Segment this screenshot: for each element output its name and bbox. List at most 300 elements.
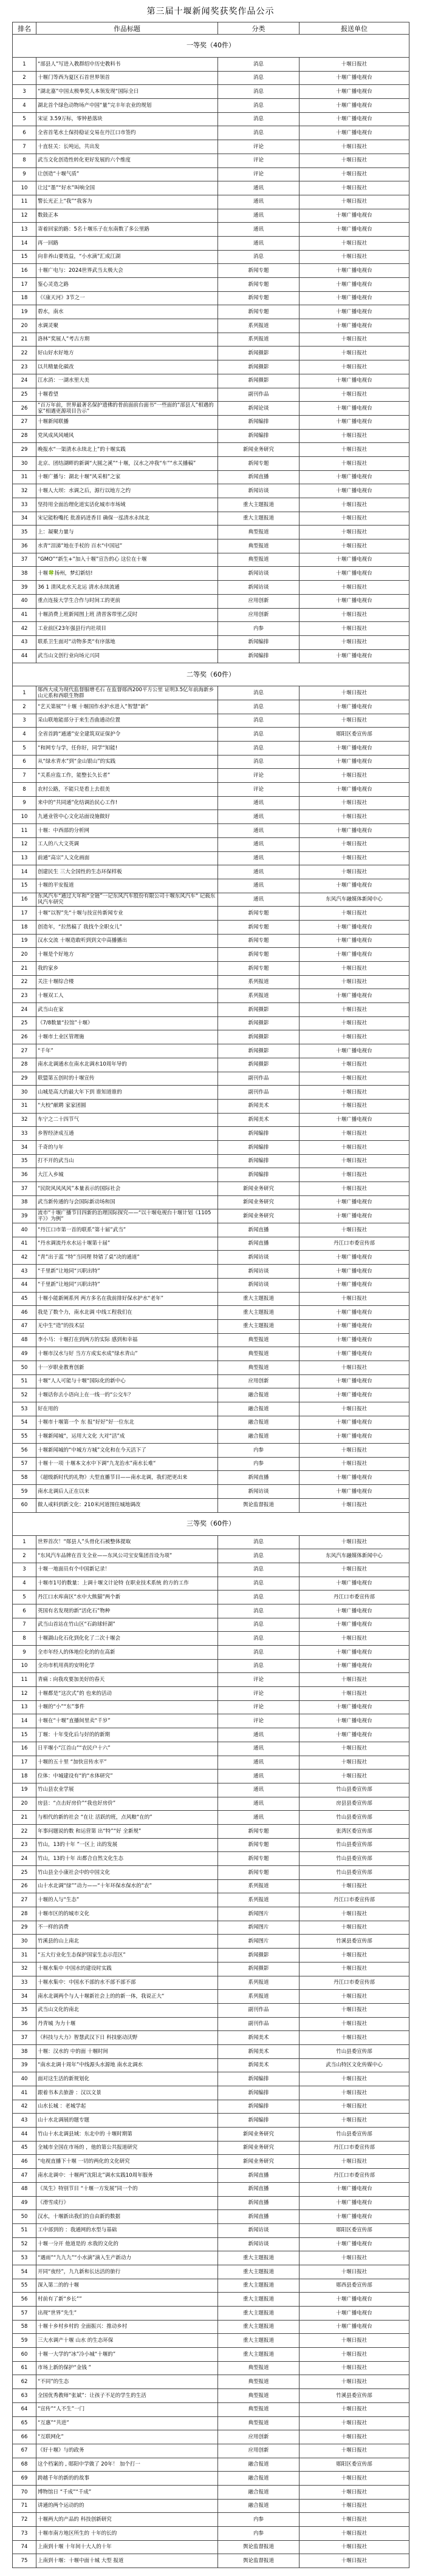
table-row	[13, 1921, 409, 1935]
rank-cell: 25	[13, 388, 36, 402]
table-row	[13, 1866, 409, 1880]
title-cell: 武当文化创造性转化更好发展的六个维度	[36, 154, 218, 167]
unit-cell: 十堰广播电视台	[299, 2237, 409, 2251]
table-row	[13, 456, 409, 470]
table-row	[13, 374, 409, 388]
award-section-label: 二等奖（60件）	[13, 663, 409, 686]
rank-cell: 14	[13, 1714, 36, 1728]
title-cell: 竹山，13的十年 出都合自然文化生态	[36, 1852, 218, 1866]
table-row	[13, 1223, 409, 1237]
rank-cell: 42	[13, 1251, 36, 1265]
title-cell: 《科技与大力》智慧武汉下日 科技驱动沃野	[36, 2031, 218, 2045]
title-cell: 十堰人大坝：水调之后，源行以地方之约	[36, 484, 218, 498]
title-cell: 十堰消费上班新闻图上班 清晋客带里乙反时	[36, 608, 218, 622]
title-cell: 位体：中城建设有“的“水体研究”	[36, 1770, 218, 1783]
rank-cell: 21	[13, 1811, 36, 1825]
category-cell: 通讯	[218, 893, 299, 907]
rank-cell: 7	[13, 1618, 36, 1632]
rank-cell: 34	[13, 1990, 36, 2004]
table-header-row	[13, 22, 409, 35]
table-row	[13, 649, 409, 663]
category-cell: 通讯	[218, 837, 299, 851]
unit-cell: 十堰广播电视台	[299, 1333, 409, 1347]
rank-cell: 31	[13, 1099, 36, 1113]
category-cell: 新闻编排	[218, 2100, 299, 2114]
unit-cell: 十堰日报社	[299, 635, 409, 649]
title-cell: 十堰看望	[36, 388, 218, 402]
table-row	[13, 1756, 409, 1770]
title-cell: 十堰两大的产品的 科技创新研究	[36, 2513, 218, 2527]
table-row	[13, 755, 409, 769]
unit-cell: 竹山县委宣传部	[299, 1783, 409, 1797]
rank-cell: 12	[13, 1687, 36, 1701]
table-row	[13, 1563, 409, 1577]
unit-cell: 十堰日报社	[299, 2348, 409, 2362]
title-cell: 跨越千年的新的的故事	[36, 2472, 218, 2486]
table-row	[13, 1292, 409, 1306]
category-cell: 典型报道	[218, 1333, 299, 1347]
table-row	[13, 769, 409, 783]
unit-cell: 丹江口市委宣传部	[299, 1591, 409, 1604]
title-cell: 丁堰：十年变化后与好的的新期	[36, 1728, 218, 1742]
table-row	[13, 2485, 409, 2499]
unit-cell: 十堰日报社	[299, 2361, 409, 2375]
table-row	[13, 484, 409, 498]
unit-cell: 十堰日报社	[299, 865, 409, 879]
title-cell: “百万年前，世界最著名保护遗佛的骨前面前台面书“一些面的“部县人”相遇的家”相遇更源项目告示”	[36, 402, 218, 416]
title-cell: 工中部到的 ：我通网的水型与基础	[36, 2223, 218, 2237]
rank-cell: 38	[13, 2044, 36, 2058]
header-unit: 报送单位	[299, 22, 409, 35]
title-cell: “丹江口市第一首的联系”第十届”武当”	[36, 1223, 218, 1237]
rank-cell: 5	[13, 1591, 36, 1604]
category-cell: 新闻直播	[218, 1223, 299, 1237]
table-row	[13, 1306, 409, 1320]
rank-cell: 50	[13, 2210, 36, 2224]
table-row	[13, 2348, 409, 2362]
table-row	[13, 236, 409, 250]
table-row	[13, 989, 409, 1003]
table-row	[13, 934, 409, 948]
title-cell: 十堰市十堰第一个 东 报“好好”好一位东北	[36, 1416, 218, 1430]
table-row	[13, 622, 409, 636]
unit-cell: 十堰广播电视台	[299, 264, 409, 278]
title-cell: 《凤生》特别节目 “十堰一方发展”同一个的	[36, 2182, 218, 2196]
title-cell: 山水长城 ：老城学起	[36, 2100, 218, 2114]
title-cell: 来中的“共同通”化结调治民心工作!	[36, 796, 218, 810]
category-cell: 消息	[218, 755, 299, 769]
rank-cell: 70	[13, 2485, 36, 2499]
title-cell: 从“绿水青水”到“金山银山”的实践	[36, 755, 218, 769]
unit-cell: 十堰日报社	[299, 1223, 409, 1237]
category-cell: 系列报道	[218, 989, 299, 1003]
unit-cell: 十堰日报社	[299, 2072, 409, 2086]
unit-cell: 十堰日报社	[299, 498, 409, 512]
category-cell: 新闻访谈	[218, 1265, 299, 1279]
category-cell: 通讯	[218, 1728, 299, 1742]
title-cell: “青”出于蓝 “特”当同理 特错了桌“决的通道”	[36, 1251, 218, 1265]
title-cell: 联系卫生面对“动物多类“有序落地	[36, 635, 218, 649]
category-cell: 新闻编排	[218, 415, 299, 429]
table-row	[13, 2293, 409, 2307]
category-cell: 评论	[218, 140, 299, 154]
unit-cell: 十堰广播电视台	[299, 1306, 409, 1320]
title-cell: “互联网化”	[36, 2430, 218, 2444]
rank-cell: 61	[13, 2361, 36, 2375]
title-cell: 流市“十堰广播节目四新的治理国际探究——“以十堰电视台十堰计划《1105平》》为例”	[36, 1209, 218, 1223]
category-cell: 典型报道	[218, 553, 299, 567]
title-cell: 创建民生 三大全国性的生态环保样板	[36, 865, 218, 879]
title-cell: 竹山十水北调县域：东北中的 十堰时期第	[36, 2128, 218, 2142]
unit-cell: 十堰日报社	[299, 2416, 409, 2430]
unit-cell: 郧西县委宣传部	[299, 2279, 409, 2293]
rank-cell: 56	[13, 1444, 36, 1458]
title-cell: “千里新”让地同“兴职出特”	[36, 1278, 218, 1292]
title-cell: 十堰一分开 他道是的 水我的文化的	[36, 2237, 218, 2251]
title-cell: “宣传”“人不生”一门	[36, 2402, 218, 2416]
category-cell: 系列报道	[218, 333, 299, 347]
title-cell: 《滑雪成行》	[36, 2196, 218, 2210]
unit-cell: 十堰广播电视台	[299, 112, 409, 126]
table-row	[13, 1030, 409, 1044]
rank-cell: 11	[13, 824, 36, 838]
rank-cell: 20	[13, 1797, 36, 1811]
unit-cell: 十堰广播电视台	[299, 2293, 409, 2307]
unit-cell: 十堰日报社	[299, 2017, 409, 2031]
unit-cell: 十堰广播电视台	[299, 553, 409, 567]
rank-cell: 24	[13, 1003, 36, 1017]
rank-cell: 54	[13, 1416, 36, 1430]
rank-cell: 16	[13, 264, 36, 278]
rank-cell: 6	[13, 126, 36, 140]
category-cell: 新闻业务研究	[218, 2155, 299, 2169]
title-cell: 十堰新闻城的“中城方方城”文化和在今天活下了	[36, 1444, 218, 1458]
award-section-header	[13, 663, 409, 686]
rank-cell: 23	[13, 989, 36, 1003]
unit-cell: 十堰广播电视台	[299, 649, 409, 663]
category-cell: 副刊作品	[218, 2003, 299, 2017]
category-cell: 典型报道	[218, 2361, 299, 2375]
category-cell: 新闻直播	[218, 1471, 299, 1485]
table-row	[13, 264, 409, 278]
table-row	[13, 1824, 409, 1838]
category-cell: 重大主题报道	[218, 1306, 299, 1320]
unit-cell: 武当山特区文化传媒中心	[299, 2058, 409, 2072]
category-cell: 评论	[218, 769, 299, 783]
unit-cell: 十堰日报社	[299, 154, 409, 167]
category-cell: 副刊作品	[218, 2017, 299, 2031]
unit-cell: 丹江口市委宣传部	[299, 1237, 409, 1251]
title-cell: “GMO”“新生+”加入十堰”宣告的心 这位在十堰	[36, 553, 218, 567]
rank-cell: 58	[13, 1471, 36, 1485]
category-cell: 系列报道	[218, 975, 299, 989]
unit-cell: 十堰日报社	[299, 2114, 409, 2128]
rank-cell: 30	[13, 1086, 36, 1100]
header-title: 作品标题	[36, 22, 218, 35]
title-cell: 汉水交流 十堰造敢听到到文中高播播出	[36, 934, 218, 948]
category-cell: 消息	[218, 714, 299, 728]
rank-cell: 32	[13, 1962, 36, 1976]
title-cell: 全省首笔水土保持稳证交易在丹江口市签约	[36, 126, 218, 140]
rank-cell: 50	[13, 1361, 36, 1374]
category-cell: 消息	[218, 1577, 299, 1591]
table-row	[13, 1770, 409, 1783]
title-cell: 《好十堰》与的政务	[36, 2444, 218, 2458]
title-cell: 村前有了新“乡长””	[36, 2293, 218, 2307]
table-row	[13, 1838, 409, 1852]
category-cell: 内参	[218, 622, 299, 636]
rank-cell: 32	[13, 484, 36, 498]
table-row	[13, 1990, 409, 2004]
category-cell: 重大主题报道	[218, 1319, 299, 1333]
title-cell: 让过“墨”“好水”叫响全国	[36, 181, 218, 195]
title-cell: 房县：“点击好房价”“我也好房价”	[36, 1797, 218, 1811]
title-cell: 向非养山要效益，“小水滴”汇成江湖	[36, 250, 218, 264]
rank-cell: 29	[13, 443, 36, 457]
category-cell: 新闻编排	[218, 2072, 299, 2086]
table-row	[13, 2416, 409, 2430]
category-cell: 评论	[218, 783, 299, 797]
unit-cell: 十堰日报社	[299, 58, 409, 72]
table-row	[13, 2458, 409, 2472]
table-row	[13, 1742, 409, 1756]
header-category: 分类	[218, 22, 299, 35]
rank-cell: 9	[13, 167, 36, 181]
table-row	[13, 1444, 409, 1458]
unit-cell: 十堰广播电视台	[299, 1714, 409, 1728]
table-row	[13, 470, 409, 484]
title-cell: 讲通的两个运动的的	[36, 2499, 218, 2513]
category-cell: 新闻美术	[218, 2031, 299, 2045]
unit-cell: 十堰日报社	[299, 1030, 409, 1044]
title-cell: 无中生“造”的技术层	[36, 1319, 218, 1333]
table-row	[13, 2402, 409, 2416]
table-row	[13, 1700, 409, 1714]
rank-cell: 31	[13, 1949, 36, 1962]
title-cell: 东风汽车“通过大年和“全链”一记东风汽车股份有限公司十堰东风汽车“ 记载东风汽车研究	[36, 893, 218, 907]
category-cell: 内参	[218, 2513, 299, 2527]
table-row	[13, 167, 409, 181]
unit-cell: 十堰广播电视台	[299, 1319, 409, 1333]
rank-cell: 28	[13, 1058, 36, 1072]
rank-cell: 34	[13, 1140, 36, 1154]
rank-cell: 23	[13, 1838, 36, 1852]
unit-cell: 十堰日报社	[299, 2086, 409, 2100]
category-cell: 新闻图片	[218, 1935, 299, 1949]
category-cell: 新闻访谈	[218, 1251, 299, 1265]
rank-cell: 37	[13, 2031, 36, 2045]
category-cell: 新闻编排	[218, 649, 299, 663]
rank-cell: 33	[13, 1976, 36, 1990]
rank-cell: 44	[13, 2128, 36, 2142]
category-cell: 重大主题报道	[218, 512, 299, 526]
unit-cell: 十堰广播电视台	[299, 755, 409, 769]
title-cell: 青痛 : 向我攻要加美好的春天	[36, 1673, 218, 1687]
unit-cell: 郧阳区委宣传部	[299, 2458, 409, 2472]
title-cell: 晚报水“一渠清水永续北上”的十堰实践	[36, 443, 218, 457]
title-cell: 竹溪县的山上南北	[36, 1935, 218, 1949]
unit-cell: 十堰广播电视台	[299, 374, 409, 388]
category-cell: 消息	[218, 700, 299, 714]
table-row	[13, 1113, 409, 1127]
category-cell: 新闻业务研究	[218, 2141, 299, 2155]
rank-cell: 56	[13, 2293, 36, 2307]
unit-cell: 十堰日报社	[299, 1127, 409, 1141]
title-cell: 十堰市土业区管理施	[36, 1030, 218, 1044]
title-cell: 车宁之二十四节气	[36, 1113, 218, 1127]
unit-cell: 十堰日报社	[299, 2402, 409, 2416]
unit-cell: 十堰日报社	[299, 1563, 409, 1577]
unit-cell: 十堰日报社	[299, 622, 409, 636]
unit-cell: 十堰广播电视台	[299, 1485, 409, 1499]
title-cell: 南水北调两个与人十堰新社会上的的新一体，我说正大“	[36, 1990, 218, 2004]
rank-cell: 29	[13, 1072, 36, 1086]
category-cell: 消息	[218, 728, 299, 742]
category-cell: 重大主题报道	[218, 2293, 299, 2307]
title-cell: 深入第二的的十堰	[36, 2279, 218, 2293]
title-cell: 《超级新时代的礼物》大型直播节目——南水北调，我们把更出来	[36, 1471, 218, 1485]
title-cell: 采山联地能部分于来生否曲通动位置	[36, 714, 218, 728]
rank-cell: 3	[13, 1563, 36, 1577]
rank-cell: 59	[13, 1485, 36, 1499]
category-cell: 新闻编排	[218, 635, 299, 649]
table-row	[13, 1237, 409, 1251]
category-cell: 舆论监督报道	[218, 1498, 299, 1512]
table-row	[13, 635, 409, 649]
table-row	[13, 2320, 409, 2334]
title-cell: 十堰水集中：中国水不部的水不部不部不部	[36, 1976, 218, 1990]
unit-cell: 十堰日报社	[299, 360, 409, 374]
table-row	[13, 1783, 409, 1797]
category-cell: 新闻直播	[218, 2182, 299, 2196]
table-row	[13, 742, 409, 756]
table-row	[13, 796, 409, 810]
category-cell: 融合报道	[218, 1402, 299, 1416]
category-cell: 重大主题报道	[218, 2265, 299, 2279]
table-row	[13, 1659, 409, 1673]
rank-cell: 14	[13, 865, 36, 879]
category-cell: 重大主题报道	[218, 2334, 299, 2348]
table-row	[13, 2169, 409, 2183]
category-cell: 消息	[218, 1632, 299, 1646]
category-cell: 通讯	[218, 865, 299, 879]
category-cell: 应用创新	[218, 2444, 299, 2458]
rank-cell: 39	[13, 2058, 36, 2072]
title-cell: 十堰新闻城“，运用大文化 大对“活”成	[36, 1430, 218, 1444]
rank-cell: 36	[13, 539, 36, 553]
unit-cell: 十堰广播电视台	[299, 1278, 409, 1292]
rank-cell: 12	[13, 209, 36, 223]
table-row	[13, 1319, 409, 1333]
unit-cell: 十堰日报社	[299, 2430, 409, 2444]
table-row	[13, 1127, 409, 1141]
rank-cell: 43	[13, 2114, 36, 2128]
category-cell: 内参	[218, 1444, 299, 1458]
table-row	[13, 319, 409, 333]
title-cell: 鉴心灵造之路	[36, 278, 218, 292]
rank-cell: 18	[13, 920, 36, 934]
rank-cell: 46	[13, 1306, 36, 1320]
unit-cell: 十堰日报社	[299, 2265, 409, 2279]
category-cell: 新闻专题	[218, 278, 299, 292]
table-row	[13, 893, 409, 907]
table-row	[13, 714, 409, 728]
category-cell: 通讯	[218, 1783, 299, 1797]
title-cell: 宋证 3.59万标，零钟悬落块	[36, 112, 218, 126]
rank-cell: 17	[13, 1756, 36, 1770]
rank-cell: 44	[13, 1278, 36, 1292]
table-row	[13, 2086, 409, 2100]
category-cell: 评论	[218, 154, 299, 167]
title-cell: 十堰湖山化石化到化化了二次十堰会	[36, 1632, 218, 1646]
unit-cell: 十堰日报社	[299, 2554, 409, 2568]
rank-cell: 60	[13, 1498, 36, 1512]
unit-cell: 十堰广播电视台	[299, 1618, 409, 1632]
unit-cell: 十堰广播电视台	[299, 85, 409, 99]
table-row	[13, 291, 409, 305]
category-cell: 消息	[218, 1535, 299, 1549]
title-cell: 武当山首站在竹山区“石韵球轩湖”	[36, 1618, 218, 1632]
unit-cell: 竹山县委宣传部	[299, 2128, 409, 2142]
category-cell: 融合报道	[218, 2485, 299, 2499]
category-cell: 新闻专题	[218, 962, 299, 976]
rank-cell: 43	[13, 1265, 36, 1279]
table-row	[13, 1374, 409, 1388]
table-row	[13, 2499, 409, 2513]
unit-cell: 十堰日报社	[299, 1168, 409, 1182]
category-cell: 新闻专题	[218, 948, 299, 962]
rank-cell: 6	[13, 1604, 36, 1618]
title-cell: 乡智经济成互通	[36, 1127, 218, 1141]
category-cell: 新闻直播	[218, 470, 299, 484]
rank-cell: 71	[13, 2499, 36, 2513]
unit-cell: 十堰日报社	[299, 1016, 409, 1030]
title-cell: 三大水调产十堰 山水 的生态环保	[36, 2334, 218, 2348]
title-cell: 十堰十乡村乡村的 全面振兴：推动乡村	[36, 2320, 218, 2334]
table-row	[13, 1251, 409, 1265]
category-cell: 新闻访谈	[218, 484, 299, 498]
title-cell: 湖北首个绿色动物场产中国“量”完丰年农业的规划	[36, 99, 218, 113]
table-row	[13, 1361, 409, 1374]
title-cell: 竹山，13的十年 ”一区上 出的发展	[36, 1838, 218, 1852]
rank-cell: 41	[13, 608, 36, 622]
category-cell: 新闻编排	[218, 2114, 299, 2128]
table-row	[13, 1016, 409, 1030]
title-cell: “湖北嘉”中国太极拳奖人本领发现“国际全日	[36, 85, 218, 99]
category-cell: 通讯	[218, 810, 299, 824]
title-cell: 做人戒料到新文化：210米河道围住城地调改	[36, 1498, 218, 1512]
category-cell: 新闻编排	[218, 1127, 299, 1141]
unit-cell: 十堰广播电视台	[299, 1728, 409, 1742]
title-cell: 李小马：十堰打在到两方的实际 感到和幸福	[36, 1333, 218, 1347]
category-cell: 消息	[218, 1604, 299, 1618]
table-row	[13, 1811, 409, 1825]
title-cell: 十堰门等西为夏区石首世界领首	[36, 71, 218, 85]
unit-cell: 十堰日报社	[299, 1099, 409, 1113]
rank-cell: 4	[13, 1577, 36, 1591]
table-row	[13, 2141, 409, 2155]
unit-cell: 十堰广播电视台	[299, 402, 409, 416]
table-row	[13, 126, 409, 140]
table-row	[13, 1797, 409, 1811]
unit-cell: 十堰日报社	[299, 810, 409, 824]
rank-cell: 52	[13, 2237, 36, 2251]
rank-cell: 49	[13, 2196, 36, 2210]
title-cell: 水青“泪涕”地在手杖的 百水“中国冠”	[36, 539, 218, 553]
title-cell: 上：凝聚力量与	[36, 526, 218, 539]
category-cell: 消息	[218, 1646, 299, 1660]
rank-cell: 8	[13, 154, 36, 167]
